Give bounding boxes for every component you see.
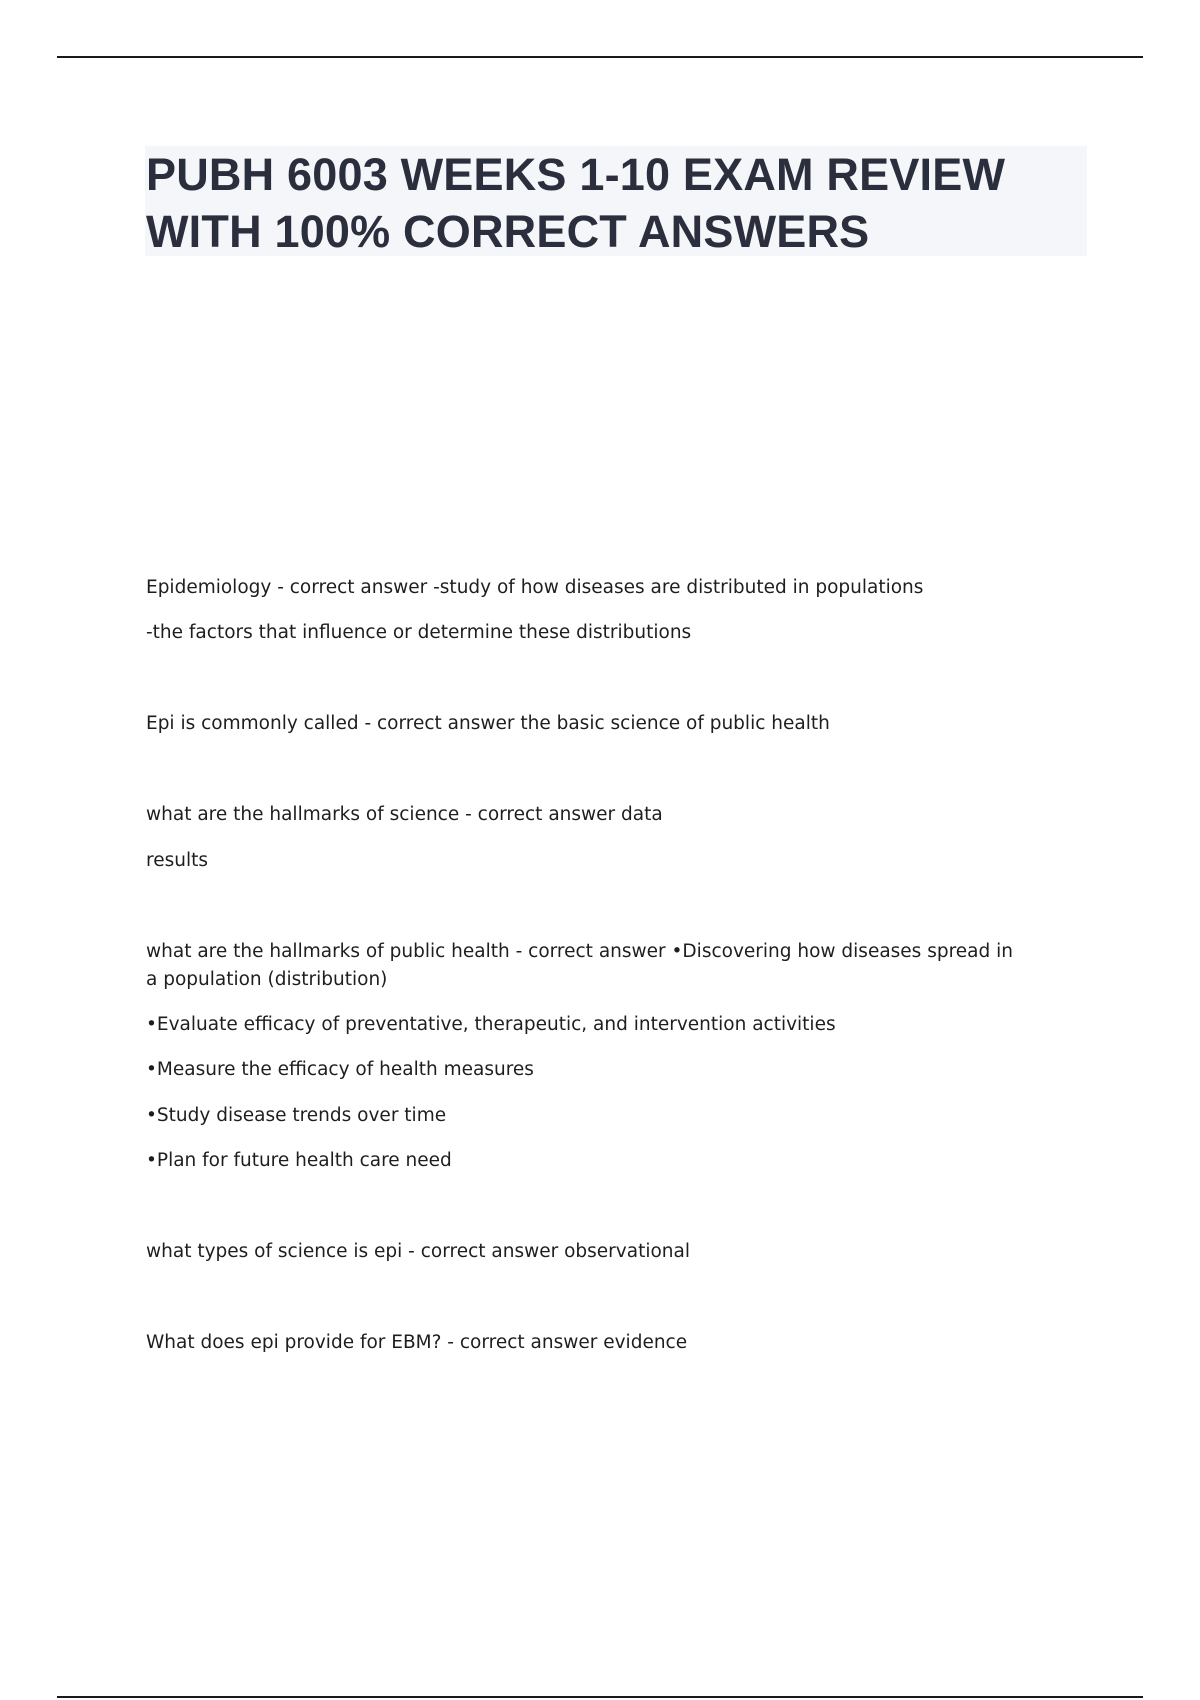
document-title: PUBH 6003 WEEKS 1-10 EXAM REVIEW WITH 100% CORRECT ANSWERS [146, 149, 1006, 257]
bottom-rule [57, 1696, 1143, 1698]
entry-epi-science-type-question: what types of science is epi - correct answer observational [146, 1241, 690, 1262]
entry-hallmarks-science-question: what are the hallmarks of science - correct answer data [146, 804, 663, 825]
entry-hallmarks-science-extra: results [146, 850, 208, 871]
entry-epi-called-question: Epi is commonly called - correct answer the basic science of public health [146, 713, 830, 734]
entry-epi-ebm-question: What does epi provide for EBM? - correct answer evidence [146, 1332, 688, 1353]
top-rule [57, 56, 1143, 58]
entry-epidemiology-extra: -the factors that influence or determine these distributions [146, 622, 692, 643]
entry-hallmarks-public-health-bullet-1: •Evaluate efficacy of preventative, therapeutic, and intervention activities [146, 1014, 836, 1035]
entry-hallmarks-public-health-bullet-4: •Plan for future health care need [146, 1150, 452, 1171]
entry-epidemiology-question: Epidemiology - correct answer -study of how diseases are distributed in populations [146, 577, 924, 598]
entry-hallmarks-public-health-bullet-2: •Measure the efficacy of health measures [146, 1059, 534, 1080]
entry-hallmarks-public-health-question: what are the hallmarks of public health - correct answer •Discovering how diseases spread in a population (distribution) [146, 941, 1013, 990]
entry-hallmarks-public-health-bullet-3: •Study disease trends over time [146, 1105, 447, 1126]
